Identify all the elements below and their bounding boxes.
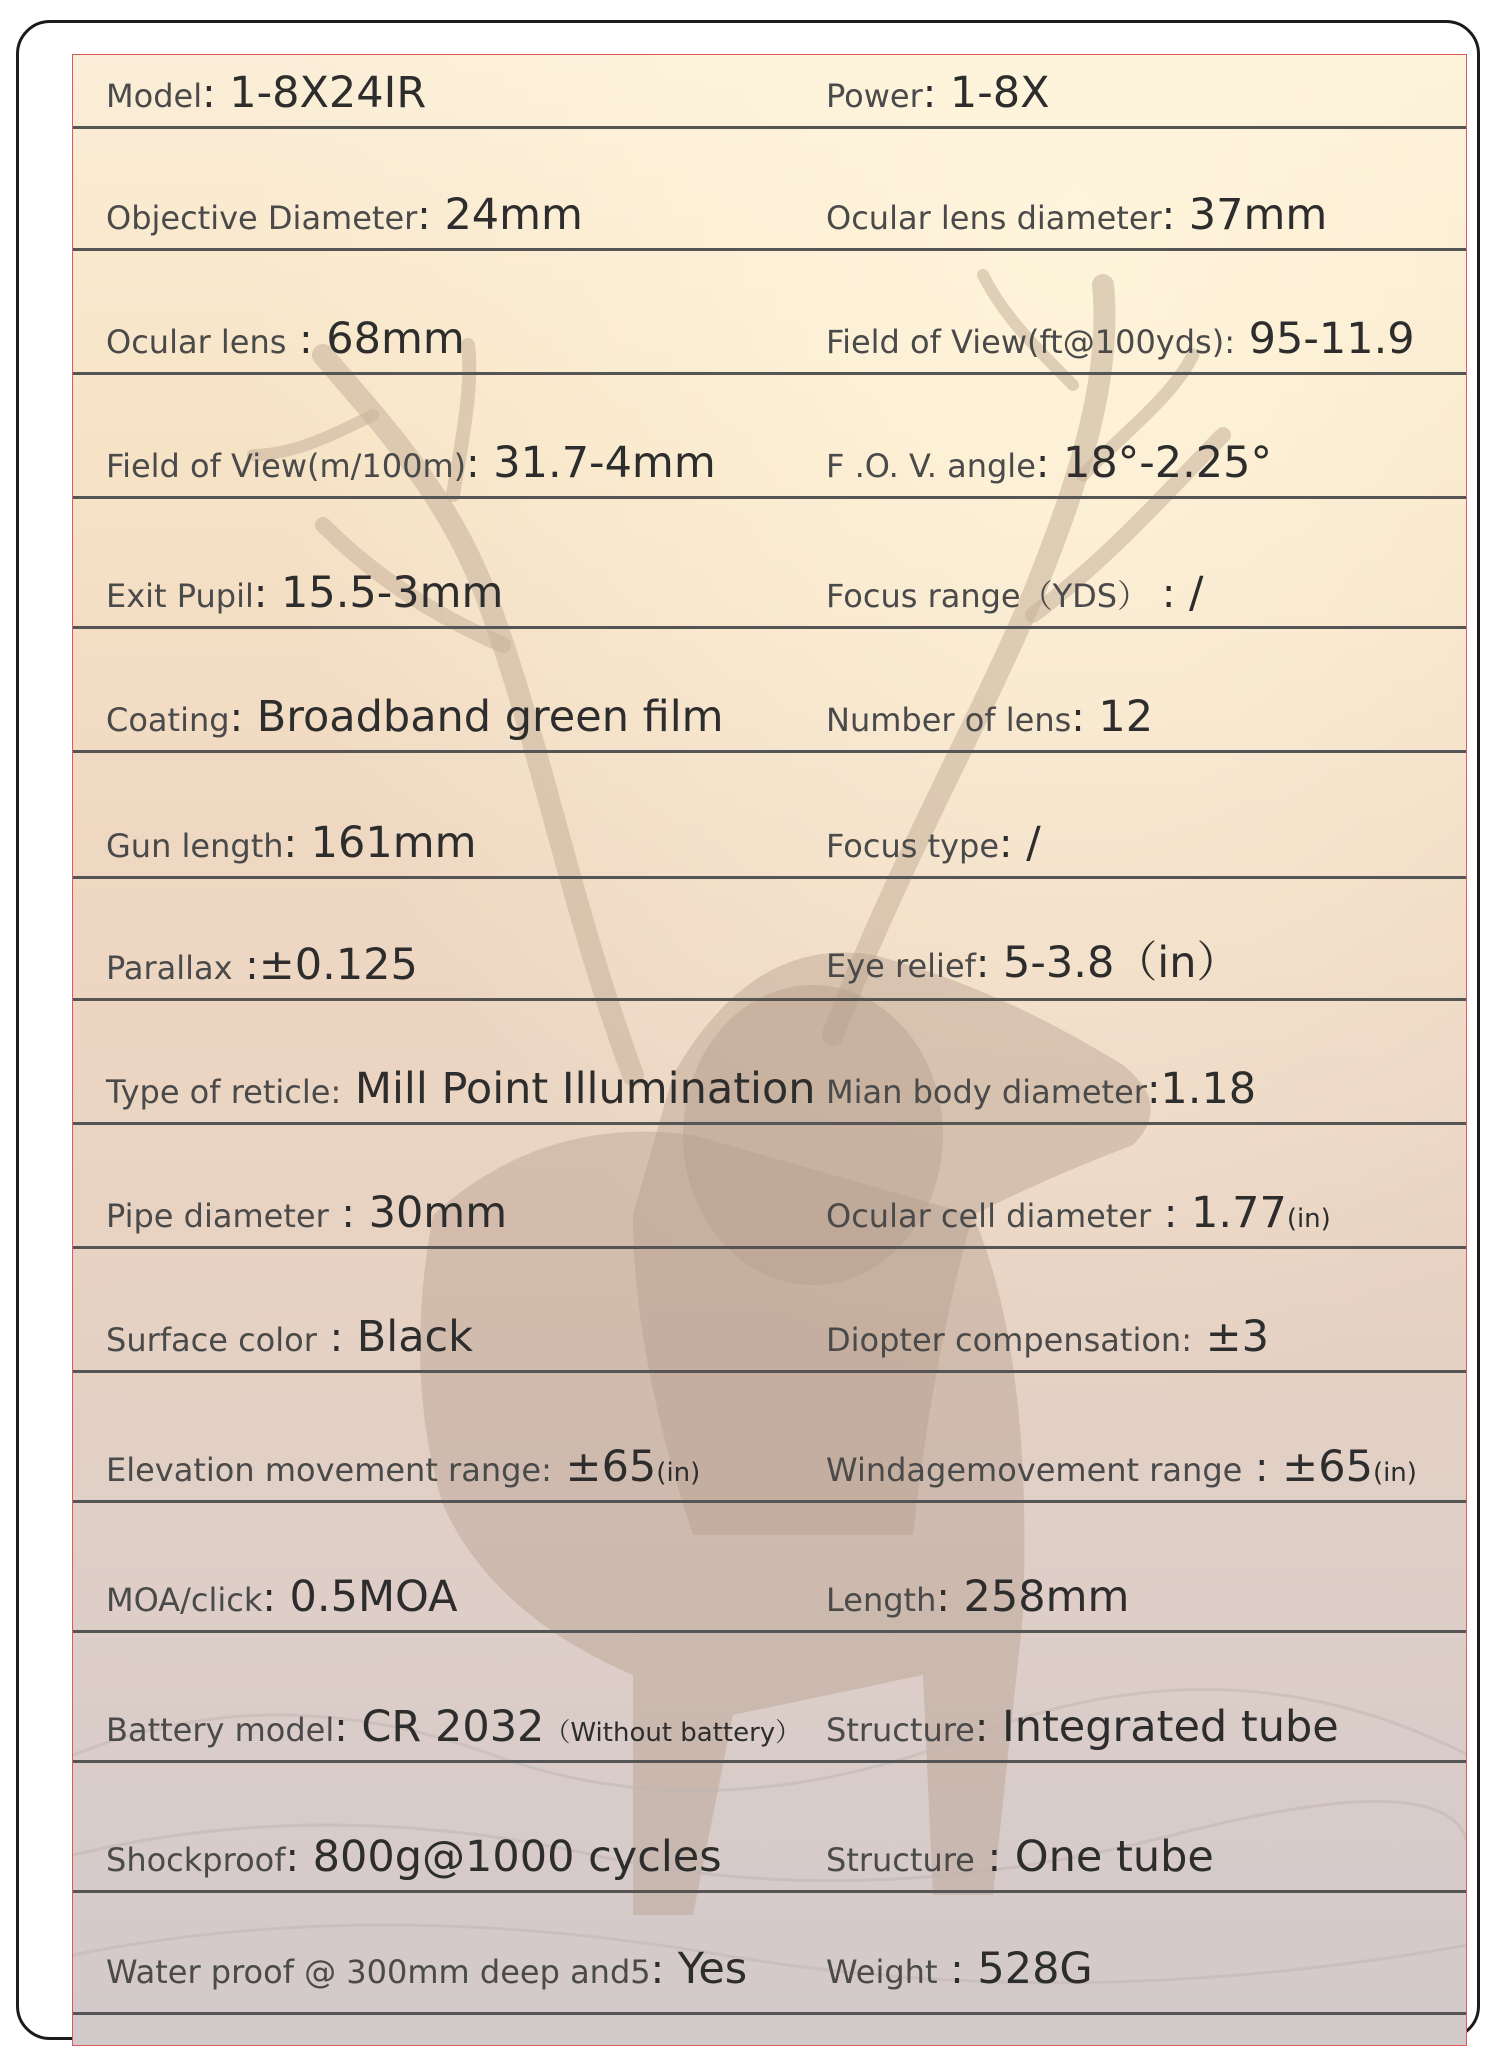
spec-card xyxy=(16,20,1480,2040)
spec-row-15 xyxy=(73,1763,1467,1893)
spec-value: 258mm xyxy=(949,1572,1130,1622)
spec-label: Parallax xyxy=(106,949,233,987)
spec-separator: : xyxy=(650,1947,665,1993)
spec-item-focus-type xyxy=(826,818,1041,868)
spec-item-gun-length xyxy=(106,818,477,868)
spec-item-shockproof xyxy=(106,1832,722,1882)
spec-item-weight xyxy=(826,1944,1093,1994)
spec-label: Exit Pupil xyxy=(106,577,254,615)
spec-label: Windagemovement range xyxy=(826,1451,1243,1489)
spec-item-focus-range xyxy=(826,568,1203,618)
spec-label: Number of lens xyxy=(826,701,1072,739)
spec-row-1 xyxy=(73,55,1467,129)
spec-item-field-of-view-m xyxy=(106,438,716,488)
spec-value: 95-11.9 xyxy=(1234,314,1415,364)
spec-separator: : xyxy=(975,941,990,987)
spec-item-diopter-compensation xyxy=(826,1312,1269,1362)
spec-separator: : xyxy=(937,1947,964,1993)
spec-label: Water proof @ 300mm deep and5 xyxy=(106,1953,651,1991)
spec-row-11 xyxy=(73,1249,1467,1373)
spec-item-surface-color xyxy=(106,1312,473,1362)
spec-item-pipe-diameter xyxy=(106,1188,507,1238)
spec-separator: : xyxy=(1071,695,1085,741)
spec-separator: : xyxy=(283,821,298,867)
spec-value: 12 xyxy=(1084,692,1154,742)
spec-value: One tube xyxy=(1001,1832,1214,1882)
spec-separator: : xyxy=(999,821,1013,867)
spec-item-elevation-range xyxy=(106,1442,700,1492)
spec-label: Focus type xyxy=(826,827,1000,865)
spec-item-structure xyxy=(826,1702,1339,1752)
spec-item-ocular-lens-diameter xyxy=(826,190,1327,240)
spec-value: 528G xyxy=(963,1944,1093,1994)
spec-value: ±65 xyxy=(1268,1442,1373,1492)
spec-note: （Without battery） xyxy=(544,1718,802,1748)
spec-row-13 xyxy=(73,1503,1467,1633)
spec-value: 18°-2.25° xyxy=(1049,438,1273,488)
spec-label: Battery model xyxy=(106,1711,335,1749)
spec-separator: : xyxy=(974,1705,989,1751)
spec-value: 1-8X24IR xyxy=(215,68,427,118)
spec-separator: : xyxy=(316,1315,344,1361)
spec-row-8 xyxy=(73,879,1467,1001)
spec-item-windage-range xyxy=(826,1442,1417,1492)
spec-unit: (in) xyxy=(1286,1204,1331,1234)
spec-item-model xyxy=(106,68,426,118)
spec-separator: : xyxy=(974,1835,1002,1881)
spec-value: 5-3.8（in） xyxy=(989,938,1240,988)
spec-value: 0.5MOA xyxy=(275,1572,458,1622)
spec-unit: (in) xyxy=(1372,1458,1417,1488)
spec-separator: : xyxy=(922,71,937,117)
spec-separator: : xyxy=(334,1705,348,1751)
spec-item-objective-diameter xyxy=(106,190,583,240)
spec-separator: : xyxy=(1161,193,1176,239)
spec-separator: : xyxy=(262,1575,276,1621)
spec-unit: (in) xyxy=(656,1458,701,1488)
spec-label: Pipe diameter xyxy=(106,1197,329,1235)
spec-item-reticle-type xyxy=(106,1064,816,1114)
spec-item-moa-click xyxy=(106,1572,458,1622)
spec-row-10 xyxy=(73,1125,1467,1249)
spec-separator: : xyxy=(466,441,480,487)
spec-row-12 xyxy=(73,1373,1467,1503)
spec-label: Shockproof xyxy=(106,1841,286,1879)
spec-value: Mill Point Illumination xyxy=(341,1064,816,1114)
spec-item-ocular-cell-diameter xyxy=(826,1188,1331,1238)
spec-value: 68mm xyxy=(312,314,465,364)
spec-item-main-body-diameter xyxy=(826,1064,1256,1114)
spec-item-battery-model xyxy=(106,1702,801,1752)
spec-label: Structure xyxy=(826,1711,975,1749)
spec-label: Diopter compensation: xyxy=(826,1321,1192,1359)
spec-value: / xyxy=(1175,568,1204,618)
spec-item-water-proof xyxy=(106,1944,747,1994)
spec-item-number-of-lens xyxy=(826,692,1153,742)
spec-row-6 xyxy=(73,629,1467,753)
spec-separator: : xyxy=(286,317,313,363)
spec-row-4 xyxy=(73,375,1467,499)
spec-row-5 xyxy=(73,499,1467,629)
spec-row-7 xyxy=(73,753,1467,879)
spec-value: Broadband green film xyxy=(243,692,724,742)
spec-value: 30mm xyxy=(354,1188,508,1238)
spec-value: 800g@1000 cycles xyxy=(298,1832,722,1882)
spec-item-length xyxy=(826,1572,1129,1622)
spec-label: Objective Diameter xyxy=(106,199,418,237)
spec-separator: : xyxy=(229,695,244,741)
spec-label: Weight xyxy=(826,1953,938,1991)
spec-value: 1.18 xyxy=(1160,1064,1257,1114)
spec-label: Ocular lens diameter xyxy=(826,199,1162,237)
spec-separator: : xyxy=(1151,1191,1178,1237)
spec-label: Focus range（YDS） xyxy=(826,577,1150,615)
spec-separator: : xyxy=(202,71,216,117)
spec-label: F .O. V. angle xyxy=(826,447,1036,485)
spec-item-field-of-view-ft xyxy=(826,314,1415,364)
spec-value: Integrated tube xyxy=(988,1702,1339,1752)
spec-label: Elevation movement range: xyxy=(106,1451,552,1489)
spec-label: Mian body diameter xyxy=(826,1073,1147,1111)
spec-item-ocular-lens xyxy=(106,314,465,364)
spec-value: 31.7-4mm xyxy=(479,438,716,488)
spec-item-parallax xyxy=(106,940,418,990)
spec-separator: : xyxy=(253,571,268,617)
spec-label: Gun length xyxy=(106,827,284,865)
spec-label: Eye relief xyxy=(826,947,976,985)
spec-item-power xyxy=(826,68,1050,118)
spec-separator: : xyxy=(328,1191,355,1237)
spec-separator: : xyxy=(936,1575,950,1621)
spec-label: Surface color xyxy=(106,1321,317,1359)
spec-item-exit-pupil xyxy=(106,568,503,618)
spec-value: Yes xyxy=(664,1944,748,1994)
spec-value: 24mm xyxy=(430,190,583,240)
spec-separator: : xyxy=(1035,441,1050,487)
spec-row-3 xyxy=(73,251,1467,375)
spec-item-fov-angle xyxy=(826,438,1272,488)
spec-panel xyxy=(72,54,1467,2046)
spec-label: Length xyxy=(826,1581,937,1619)
spec-separator: : xyxy=(232,943,259,989)
spec-separator: : xyxy=(417,193,431,239)
spec-item-structure-tube xyxy=(826,1832,1214,1882)
spec-row-9 xyxy=(73,1001,1467,1125)
spec-row-14 xyxy=(73,1633,1467,1763)
spec-value: / xyxy=(1012,818,1041,868)
spec-label: Field of View(m/100m) xyxy=(106,447,467,485)
spec-value: 15.5-3mm xyxy=(267,568,504,618)
spec-label: Ocular lens xyxy=(106,323,287,361)
spec-value: ±3 xyxy=(1191,1312,1270,1362)
spec-value: ±65 xyxy=(551,1442,657,1492)
spec-label: Field of View(ft@100yds): xyxy=(826,323,1235,361)
spec-label: Power xyxy=(826,77,923,115)
spec-label: MOA/click xyxy=(106,1581,263,1619)
spec-value: 161mm xyxy=(297,818,477,868)
spec-value: CR 2032 xyxy=(347,1702,545,1752)
spec-row-2 xyxy=(73,129,1467,251)
spec-item-coating xyxy=(106,692,724,742)
spec-label: Ocular cell diameter xyxy=(826,1197,1152,1235)
spec-item-eye-relief xyxy=(826,929,1240,990)
spec-value: 1.77 xyxy=(1177,1188,1287,1238)
spec-label: Model xyxy=(106,77,203,115)
spec-separator: : xyxy=(285,1835,299,1881)
spec-label: Coating xyxy=(106,701,230,739)
spec-value: 37mm xyxy=(1175,190,1328,240)
spec-separator: : xyxy=(1146,1067,1161,1113)
spec-separator: : xyxy=(1149,571,1176,617)
spec-value: ±0.125 xyxy=(258,940,418,990)
spec-value: 1-8X xyxy=(936,68,1050,118)
spec-separator: : xyxy=(1242,1445,1269,1491)
spec-value: Black xyxy=(343,1312,474,1362)
spec-row-16 xyxy=(73,1893,1467,2015)
spec-label: Structure xyxy=(826,1841,975,1879)
spec-label: Type of reticle: xyxy=(106,1073,342,1111)
